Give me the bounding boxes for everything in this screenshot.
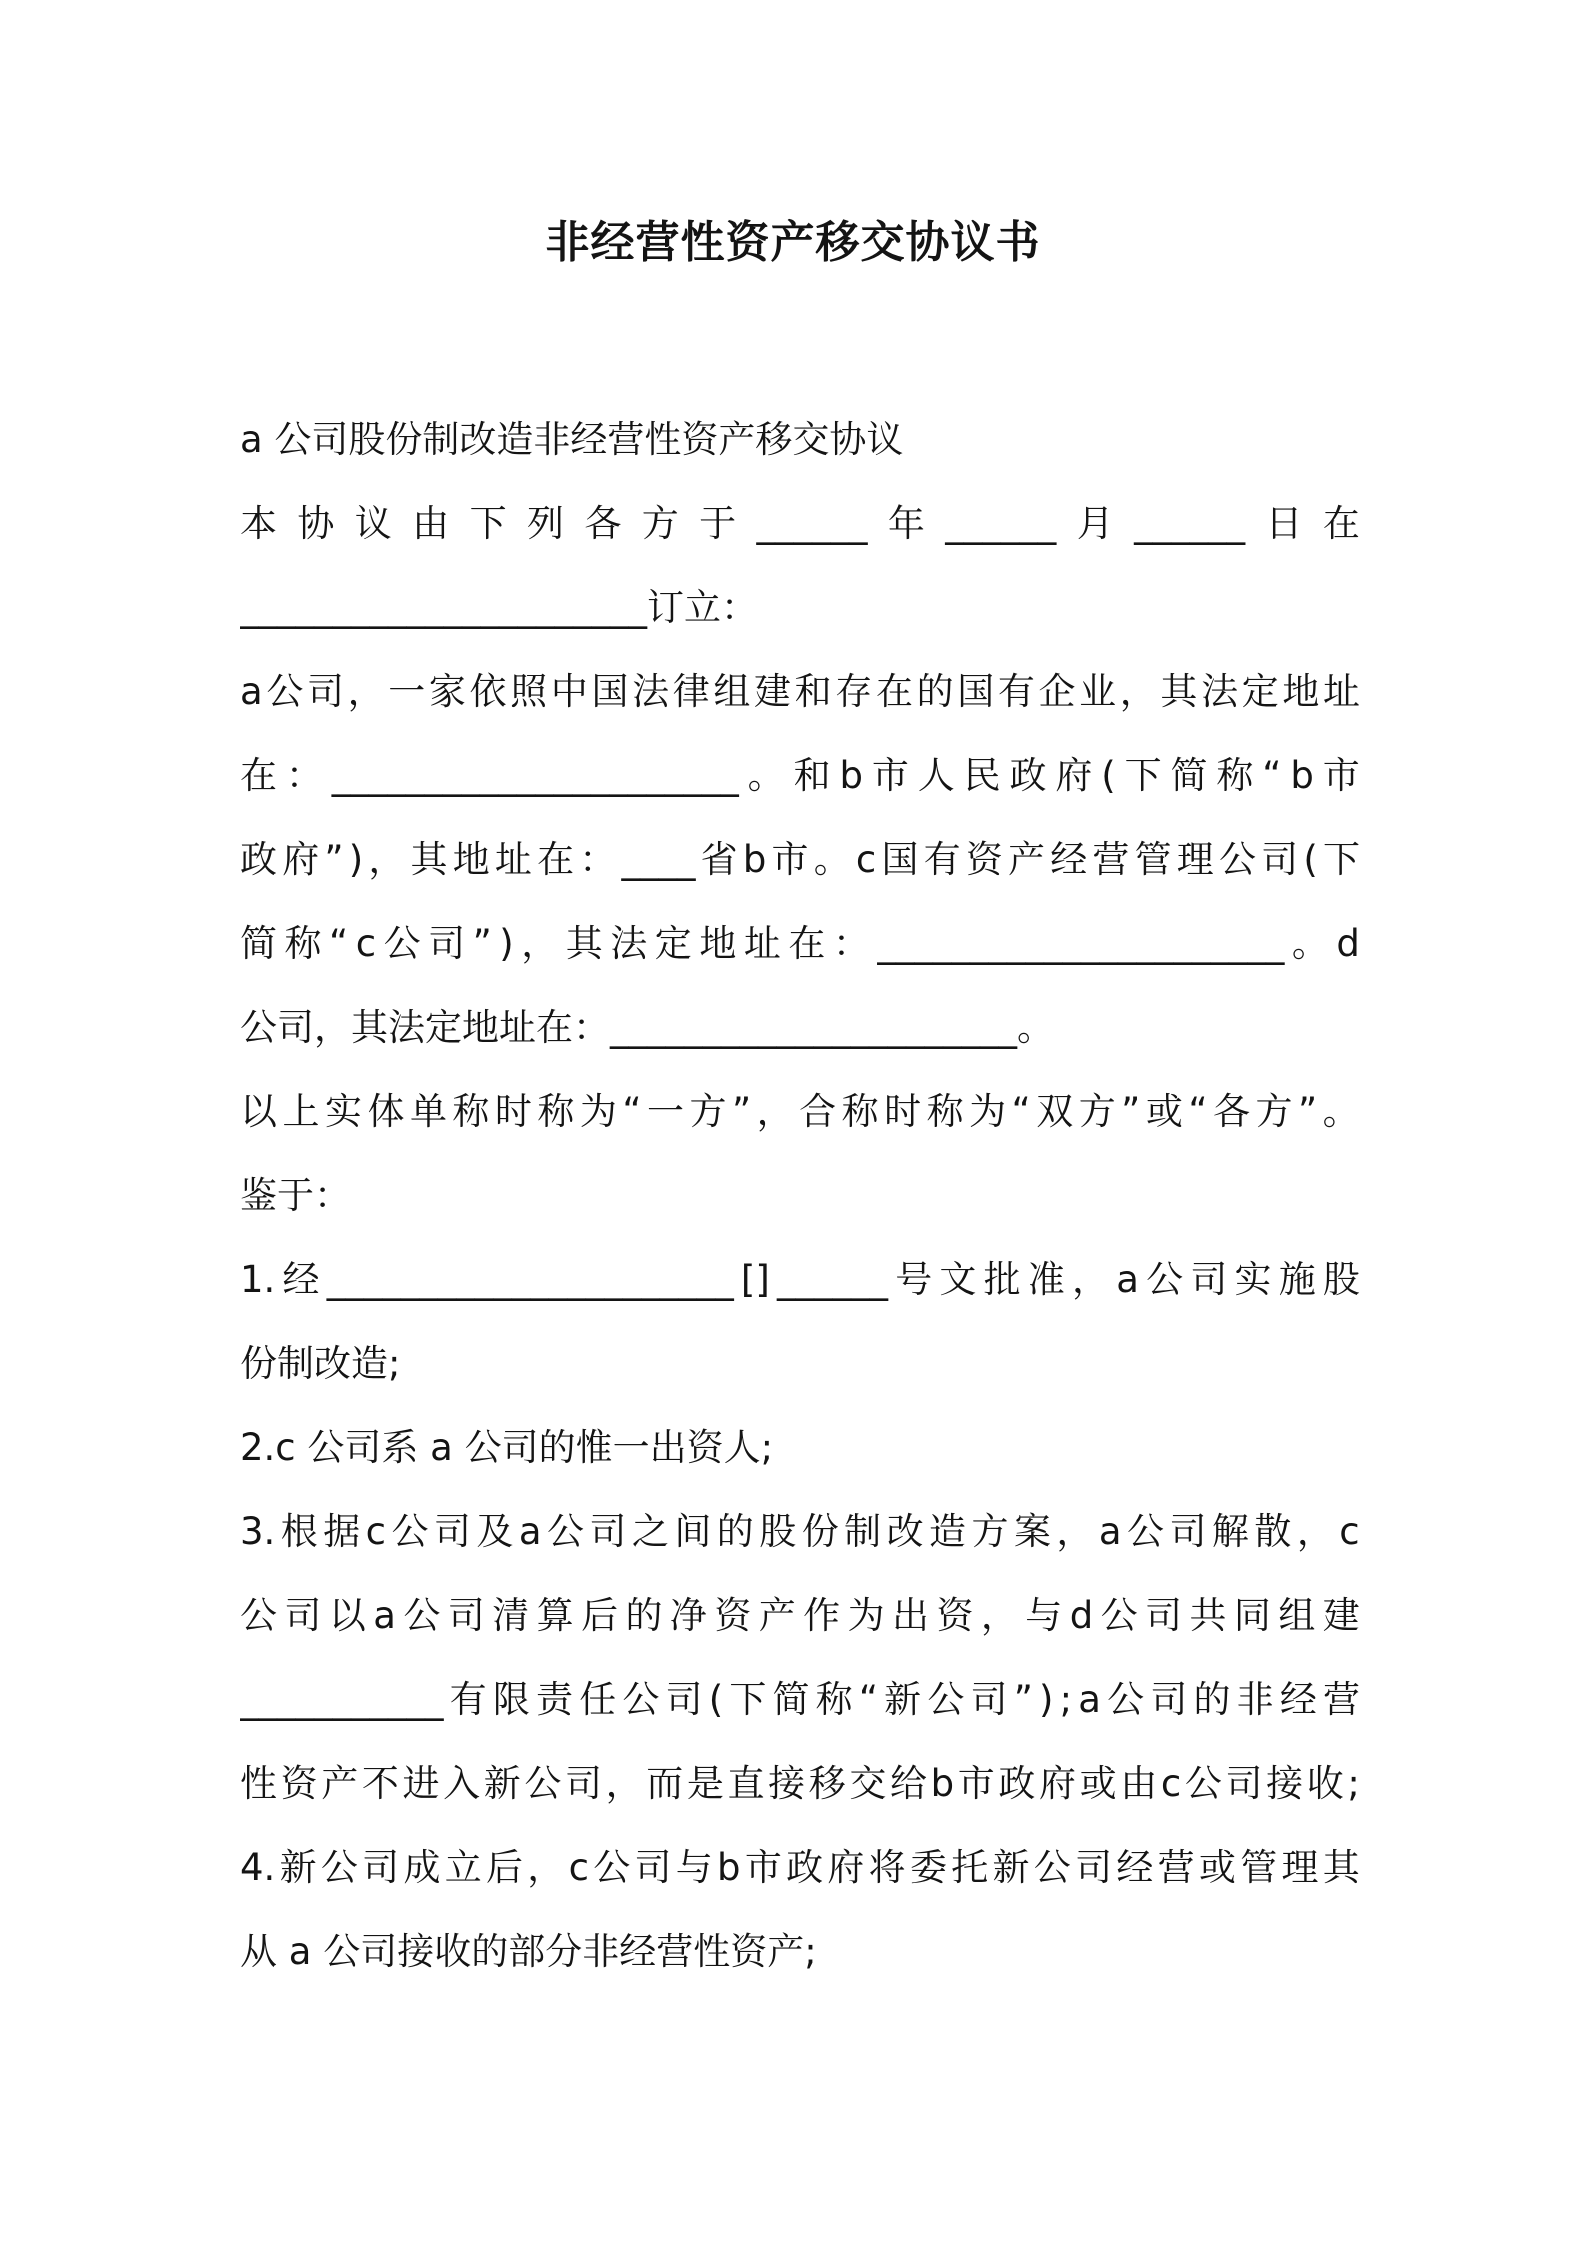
document-line-12: 份制改造; <box>240 1342 401 1385</box>
document-line-5: 在 ： ______________________ 。 和 b 市 人 民 政 府 ( 下 简 称 “ b 市 <box>240 754 1360 797</box>
document-line-1: a 公司股份制改造非经营性资产移交协议 <box>240 418 904 461</box>
document-line-19: 从 a 公司接收的部分非经营性资产; <box>240 1930 817 1973</box>
document-line-8: 公司，其法定地址在：______________________。 <box>240 1006 1054 1049</box>
document-line-15: 公 司 以 a 公 司 清 算 后 的 净 资 产 作 为 出 资 ， 与 d 公 司 共 同 组 建 <box>240 1594 1360 1637</box>
document-line-10: 鉴于： <box>240 1174 351 1217</box>
document-line-6: 政 府 ” ) ， 其 地 址 在 ： ____ 省 b 市 。 c 国 有 资 产 经 营 管 理 公 司 ( 下 <box>240 838 1360 881</box>
document-line-3: ______________________订立： <box>240 586 758 629</box>
document-line-13: 2.c 公司系 a 公司的惟一出资人; <box>240 1426 774 1469</box>
document-line-11: 1. 经 ______________________ [] ______ 号 文 批 准 ， a 公 司 实 施 股 <box>240 1258 1360 1301</box>
document-title: 非经营性资产移交协议书 <box>545 217 1041 268</box>
document-line-9: 以 上 实 体 单 称 时 称 为 “ 一 方 ” ， 合 称 时 称 为 “ 双 方 ” 或 “ 各 方 ” 。 <box>240 1090 1360 1133</box>
document-line-16: ___________ 有 限 责 任 公 司 ( 下 简 称 “ 新 公 司 ” ) ; a 公 司 的 非 经 营 <box>240 1678 1360 1721</box>
document-line-17: 性 资 产 不 进 入 新 公 司 ， 而 是 直 接 移 交 给 b 市 政 府 或 由 c 公 司 接 收 ; <box>240 1762 1360 1805</box>
document-line-4: a 公 司 ， 一 家 依 照 中 国 法 律 组 建 和 存 在 的 国 有 企 业 ， 其 法 定 地 址 <box>240 670 1360 713</box>
document-line-14: 3. 根 据 c 公 司 及 a 公 司 之 间 的 股 份 制 改 造 方 案 ， a 公 司 解 散 ， c <box>240 1510 1360 1553</box>
document-line-7: 简 称 “ c 公 司 ” ) ， 其 法 定 地 址 在 ： ______________________ 。 d <box>240 922 1360 965</box>
document-line-18: 4. 新 公 司 成 立 后 ， c 公 司 与 b 市 政 府 将 委 托 新 公 司 经 营 或 管 理 其 <box>240 1846 1360 1889</box>
document-line-2: 本 协 议 由 下 列 各 方 于 ______ 年 ______ 月 ______ 日 在 <box>240 502 1360 545</box>
